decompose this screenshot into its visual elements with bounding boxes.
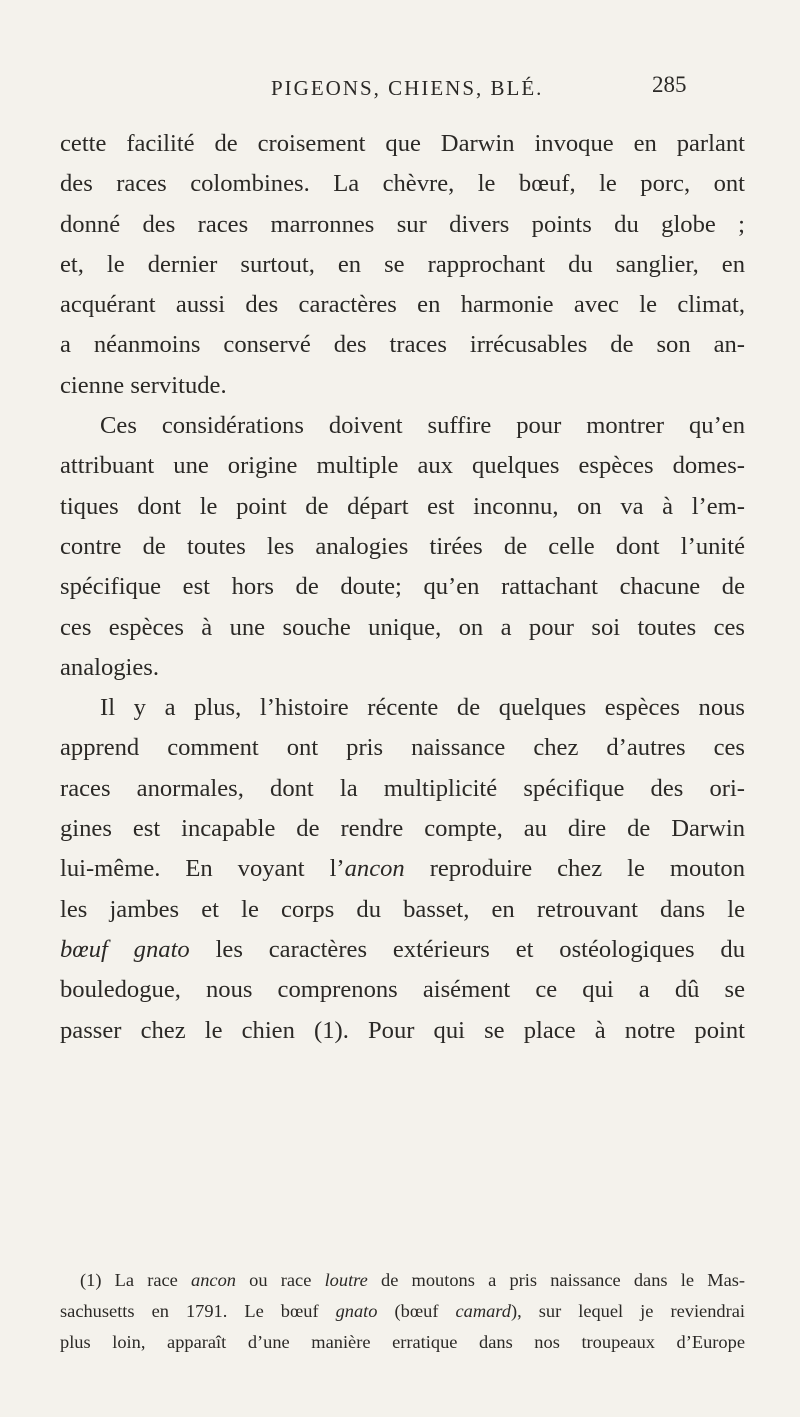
text-fragment: (bœuf: [377, 1301, 456, 1321]
text-line: Ces considérations doivent suffire pour montrer qu’en: [100, 412, 745, 440]
text-line: contre de toutes les analogies tirées de celle dont l’unité: [60, 532, 745, 560]
italic-term-ancon: ancon: [344, 855, 405, 883]
text-line: cette facilité de croisement que Darwin invoque en parlant: [60, 130, 745, 157]
text-line: cienne servitude.: [60, 371, 227, 399]
body-text: [60, 124, 745, 1051]
text-line: Il y a plus, l’histoire récente de quelques espèces nous: [100, 694, 745, 722]
text-fragment: ou race: [235, 1270, 325, 1290]
text-line: apprend comment ont pris naissance chez d’autres ces: [60, 734, 745, 762]
text-line: [60, 849, 745, 889]
text-line: [60, 930, 745, 970]
italic-term-boeuf-gnato: bœuf gnato: [60, 935, 190, 963]
footnotes: [60, 1265, 745, 1358]
text-line: attribuant une origine multiple aux quelques espèces domes-: [60, 452, 745, 480]
text-fragment: (1) La race: [80, 1270, 192, 1290]
page-number: 285: [652, 72, 687, 97]
text-fragment: ), sur lequel je reviendrai: [510, 1301, 745, 1321]
text-line: spécifique est hors de doute; qu’en rattachant chacune de: [60, 573, 745, 601]
text-line: tiques dont le point de départ est inconnu, on va à l’em-: [60, 492, 745, 520]
text-fragment: lui-même. En voyant l’: [60, 855, 345, 883]
text-line: races anormales, dont la multiplicité spécifique des ori-: [60, 774, 745, 802]
footnote-line: [60, 1296, 745, 1327]
text-line: passer chez le chien (1). Pour qui se place à notre point: [60, 1016, 745, 1044]
text-line: acquérant aussi des caractères en harmonie avec le climat,: [60, 291, 745, 319]
text-line: donné des races marronnes sur divers points du globe ;: [60, 210, 745, 238]
footnote-line: plus loin, apparaît d’une manière erratique dans nos troupeaux d’Europe: [60, 1332, 745, 1352]
running-title: PIGEONS, CHIENS, BLÉ.: [271, 76, 544, 100]
text-line: les jambes et le corps du basset, en retrouvant dans le: [60, 895, 745, 923]
footnote-line: [60, 1265, 745, 1296]
italic-term-gnato: gnato: [335, 1301, 378, 1321]
text-line: des races colombines. La chèvre, le bœuf, le porc, ont: [60, 170, 745, 198]
italic-term-ancon: ancon: [191, 1270, 236, 1290]
text-line: ces espèces à une souche unique, on a pour soi toutes ces: [60, 613, 745, 641]
text-line: a néanmoins conservé des traces irrécusables de son an-: [60, 331, 745, 359]
italic-term-loutre: loutre: [324, 1270, 368, 1290]
text-line: bouledogue, nous comprenons aisément ce qui a dû se: [60, 976, 745, 1004]
text-line: analogies.: [60, 653, 160, 681]
italic-term-camard: camard: [455, 1301, 511, 1321]
text-fragment: sachusetts en 1791. Le bœuf: [60, 1301, 336, 1321]
running-head: [271, 72, 751, 106]
text-fragment: reproduire chez le mouton: [404, 855, 745, 883]
text-line: gines est incapable de rendre compte, au dire de Darwin: [60, 815, 745, 843]
text-fragment: de moutons a pris naissance dans le Mas-: [367, 1270, 746, 1290]
text-fragment: les caractères extérieurs et ostéologiques du: [189, 935, 746, 963]
text-line: et, le dernier surtout, en se rapprochant du sanglier, en: [60, 250, 745, 278]
